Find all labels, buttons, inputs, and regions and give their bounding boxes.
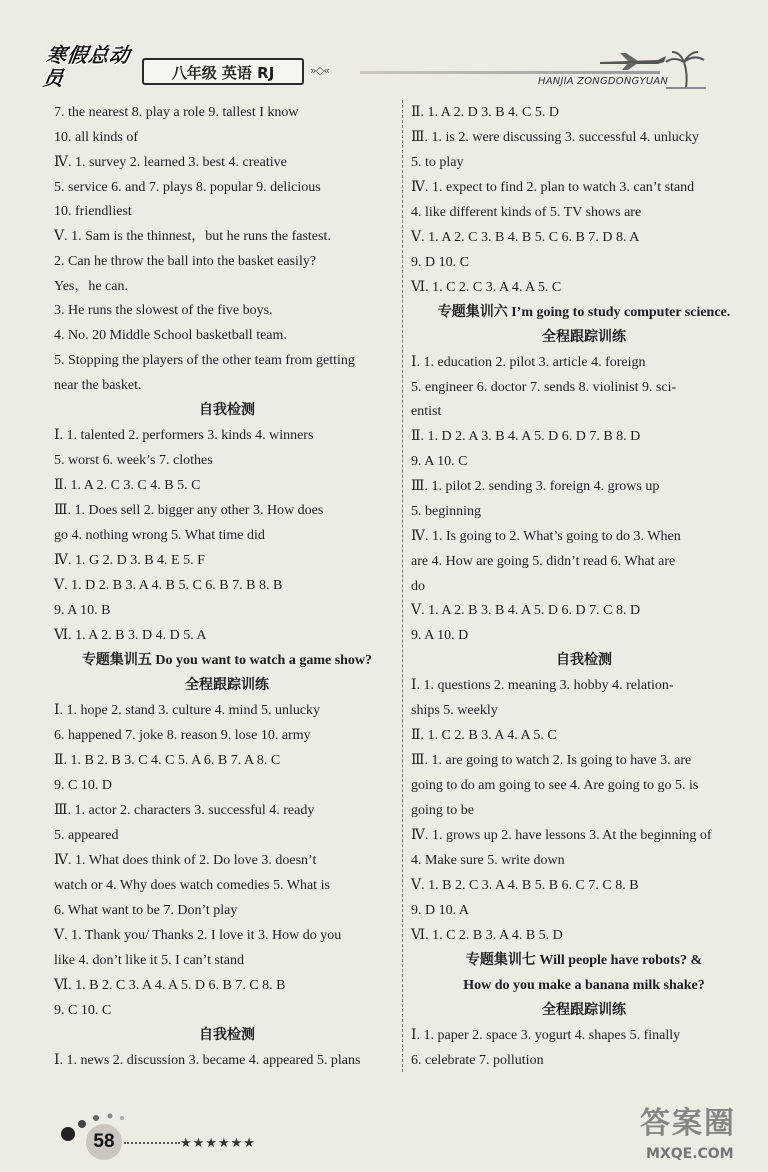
answer-line: Ⅰ. 1. talented 2. performers 3. kinds 4. winners xyxy=(54,428,314,443)
answer-line: ships 5. weekly xyxy=(411,703,498,718)
rating-stars: ★★★★★★ xyxy=(180,1136,256,1151)
answer-line: 9. C 10. C xyxy=(54,1003,112,1018)
watermark-url: MXQE.COM xyxy=(646,1146,734,1162)
answer-line: 5. appeared xyxy=(54,828,119,843)
answer-line: Ⅳ. 1. What does think of 2. Do love 3. doesn’t xyxy=(54,853,317,868)
section-subheading: 全程跟踪训练 xyxy=(542,1003,626,1018)
answer-line: 10. all kinds of xyxy=(54,130,138,145)
answer-line: Ⅲ. 1. pilot 2. sending 3. foreign 4. grows up xyxy=(411,479,660,494)
footer-dotted-line xyxy=(124,1142,180,1144)
answer-line: Yes，he can. xyxy=(54,279,129,294)
answer-line: 5. engineer 6. doctor 7. sends 8. violinist 9. sci- xyxy=(411,380,677,395)
section-subheading: 自我检测 xyxy=(199,1028,255,1043)
answer-line: Ⅵ. 1. C 2. C 3. A 4. A 5. C xyxy=(411,280,562,295)
answer-line: 5. worst 6. week’s 7. clothes xyxy=(54,453,213,468)
answer-line: 9. A 10. D xyxy=(411,628,469,643)
answer-line: near the basket. xyxy=(54,378,142,393)
answer-line: go 4. nothing wrong 5. What time did xyxy=(54,528,265,543)
answer-line: 9. A 10. C xyxy=(411,454,468,469)
answer-line: Ⅴ. 1. A 2. C 3. B 4. B 5. C 6. B 7. D 8. A xyxy=(411,230,640,245)
answer-line: Ⅳ. 1. G 2. D 3. B 4. E 5. F xyxy=(54,553,205,568)
answer-line: 5. beginning xyxy=(411,504,481,519)
section-subheading: 自我检测 xyxy=(199,403,255,418)
section-subheading: 自我检测 xyxy=(556,653,612,668)
answer-line: Ⅴ. 1. A 2. B 3. B 4. A 5. D 6. D 7. C 8. D xyxy=(411,603,641,618)
answer-line: Ⅵ. 1. A 2. B 3. D 4. D 5. A xyxy=(54,628,207,643)
palm-tree-icon xyxy=(664,50,708,90)
page-number: 58 xyxy=(86,1124,122,1160)
section-heading: How do you make a banana milk shake? xyxy=(463,978,705,993)
answer-line: Ⅱ. 1. C 2. B 3. A 4. A 5. C xyxy=(411,728,557,743)
answer-line: are 4. How are going 5. didn’t read 6. What are xyxy=(411,554,676,569)
answer-line: going to be xyxy=(411,803,474,818)
answer-line: Ⅰ. 1. paper 2. space 3. yogurt 4. shapes 5. finally xyxy=(411,1028,681,1043)
answer-line: Ⅰ. 1. hope 2. stand 3. culture 4. mind 5. unlucky xyxy=(54,703,321,718)
answer-line: Ⅰ. 1. news 2. discussion 3. became 4. appeared 5. plans xyxy=(54,1053,361,1068)
airplane-icon xyxy=(598,50,668,72)
column-divider xyxy=(402,100,403,1072)
answer-line: Ⅱ. 1. D 2. A 3. B 4. A 5. D 6. D 7. B 8. D xyxy=(411,429,641,444)
answer-line: 10. friendliest xyxy=(54,204,132,219)
answer-line: Ⅱ. 1. A 2. C 3. C 4. B 5. C xyxy=(54,478,201,493)
section-heading: 专题集训五 Do you want to watch a game show? xyxy=(81,653,373,668)
answer-line: 7. the nearest 8. play a role 9. tallest I know xyxy=(54,105,299,120)
answer-line: Ⅰ. 1. questions 2. meaning 3. hobby 4. relation- xyxy=(411,678,674,693)
answer-line: 5. service 6. and 7. plays 8. popular 9. delicious xyxy=(54,180,321,195)
answer-line: 6. happened 7. joke 8. reason 9. lose 10. army xyxy=(54,728,311,743)
answer-line: Ⅲ. 1. is 2. were discussing 3. successful 4. unlucky xyxy=(411,130,700,145)
answer-line: 4. like different kinds of 5. TV shows are xyxy=(411,205,642,220)
logo: 寒假总动员 xyxy=(41,43,133,90)
answer-line: going to do am going to see 4. Are going to go 5. is xyxy=(411,778,699,793)
answer-line: Ⅰ. 1. education 2. pilot 3. article 4. foreign xyxy=(411,355,646,370)
answer-line: Ⅴ. 1. Sam is the thinnest，but he runs the fastest. xyxy=(54,229,331,244)
answer-line: do xyxy=(411,579,425,594)
answer-line: 6. celebrate 7. pollution xyxy=(411,1053,544,1068)
watermark-logo-text: 答案圈 xyxy=(640,1106,736,1141)
section-subheading: 全程跟踪训练 xyxy=(185,678,269,693)
answer-line: 3. He runs the slowest of the five boys. xyxy=(54,303,273,318)
answer-line: Ⅲ. 1. are going to watch 2. Is going to have 3. are xyxy=(411,753,692,768)
answer-line: 9. D 10. C xyxy=(411,255,469,270)
answer-line: Ⅲ. 1. actor 2. characters 3. successful 4. ready xyxy=(54,803,315,818)
answer-line: Ⅱ. 1. B 2. B 3. C 4. C 5. A 6. B 7. A 8. C xyxy=(54,753,281,768)
answer-line: 5. to play xyxy=(411,155,464,170)
section-heading: 专题集训六 I’m going to study computer science. xyxy=(437,305,731,320)
answer-line: 9. A 10. B xyxy=(54,603,111,618)
answer-line: 9. D 10. A xyxy=(411,903,469,918)
answer-line: Ⅳ. 1. expect to find 2. plan to watch 3. can’t stand xyxy=(411,180,695,195)
answer-line: 9. C 10. D xyxy=(54,778,112,793)
answer-line: 2. Can he throw the ball into the basket easily? xyxy=(54,254,317,269)
page-header xyxy=(0,0,768,100)
answer-line: Ⅵ. 1. C 2. B 3. A 4. B 5. D xyxy=(411,928,563,943)
answer-line: like 4. don’t like it 5. I can’t stand xyxy=(54,953,245,968)
book-title: 八年级 英语 RJ xyxy=(142,58,304,85)
answer-line: Ⅴ. 1. D 2. B 3. A 4. B 5. C 6. B 7. B 8. B xyxy=(54,578,283,593)
section-heading: 专题集训七 Will people have robots? & xyxy=(465,953,703,968)
answer-line: Ⅳ. 1. survey 2. learned 3. best 4. creative xyxy=(54,155,287,170)
watermark xyxy=(640,1098,760,1168)
answer-line: Ⅲ. 1. Does sell 2. bigger any other 3. How does xyxy=(54,503,324,518)
answer-line: watch or 4. Why does watch comedies 5. What is xyxy=(54,878,330,893)
answer-line: Ⅱ. 1. A 2. D 3. B 4. C 5. D xyxy=(411,105,559,120)
answer-line: 5. Stopping the players of the other team from getting xyxy=(54,353,355,368)
answer-line: Ⅵ. 1. B 2. C 3. A 4. A 5. D 6. B 7. C 8. B xyxy=(54,978,286,993)
answer-line: 6. What want to be 7. Don’t play xyxy=(54,903,238,918)
section-subheading: 全程跟踪训练 xyxy=(542,330,626,345)
answer-line: Ⅳ. 1. Is going to 2. What’s going to do 3. When xyxy=(411,529,681,544)
answer-line: Ⅴ. 1. Thank you/ Thanks 2. I love it 3. How do you xyxy=(54,928,342,943)
answer-line: Ⅴ. 1. B 2. C 3. A 4. B 5. B 6. C 7. C 8. B xyxy=(411,878,639,893)
title-decoration: »◇« xyxy=(310,64,329,77)
answer-line: 4. No. 20 Middle School basketball team. xyxy=(54,328,287,343)
answer-line: Ⅳ. 1. grows up 2. have lessons 3. At the beginning of xyxy=(411,828,712,843)
header-subtitle: HANJIA ZONGDONGYUAN xyxy=(538,76,669,87)
answer-line: entist xyxy=(411,404,442,419)
answer-line: 4. Make sure 5. write down xyxy=(411,853,565,868)
